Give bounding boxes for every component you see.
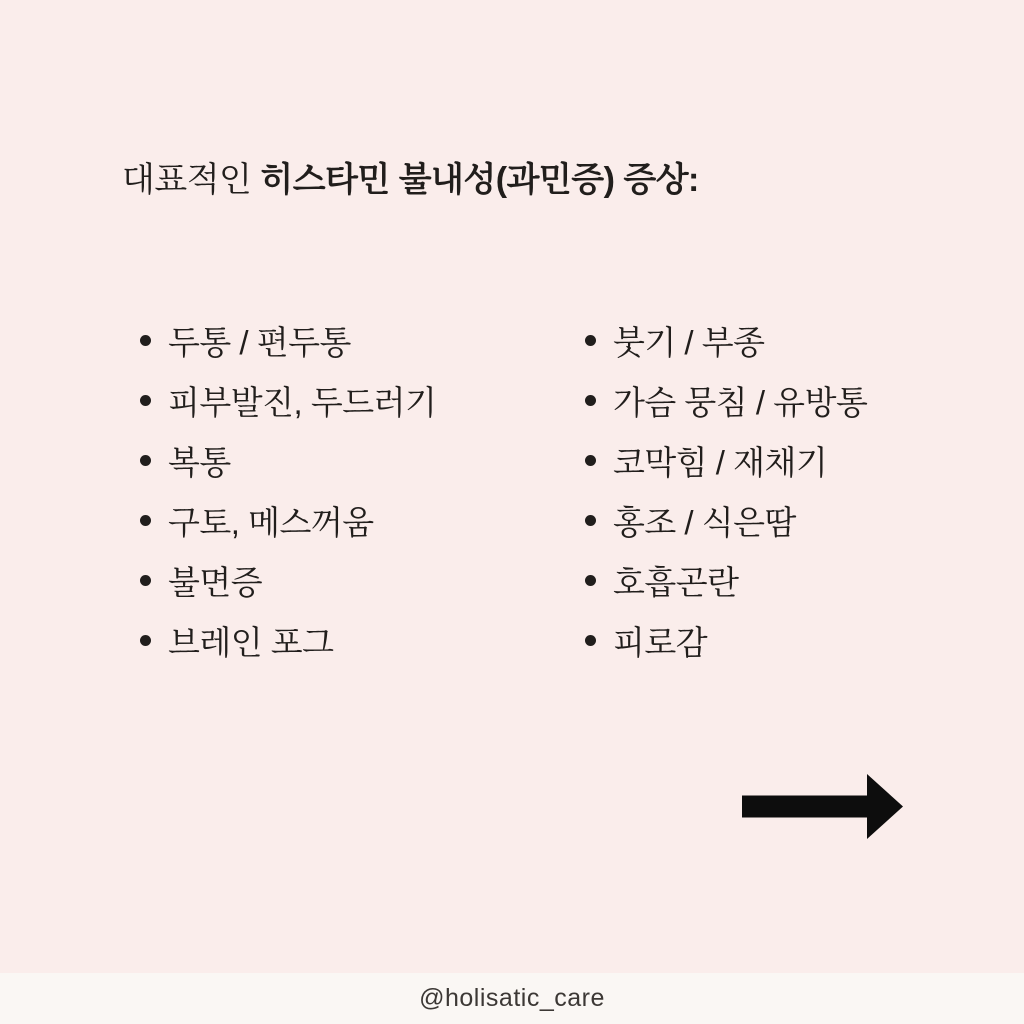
list-item [585, 310, 867, 370]
list-item-label: 복통 [168, 443, 231, 481]
list-item-label: 홍조 / 식은땀 [613, 503, 796, 541]
list-item [140, 430, 436, 490]
arrow-right-icon [742, 772, 905, 841]
bullet-icon [585, 395, 596, 406]
list-item-label: 피부발진, 두드러기 [168, 383, 437, 421]
list-item [140, 310, 436, 370]
list-item [585, 550, 867, 610]
symptom-list-left [140, 310, 436, 670]
list-item [140, 370, 436, 430]
page-title [122, 152, 699, 201]
bullet-icon [140, 455, 151, 466]
list-item-label: 불면증 [168, 563, 263, 601]
bullet-icon [140, 395, 151, 406]
bullet-icon [585, 635, 596, 646]
list-item [585, 370, 867, 430]
list-item-label: 붓기 / 부종 [613, 323, 765, 361]
list-item-label: 두통 / 편두통 [168, 323, 351, 361]
list-item [585, 490, 867, 550]
list-item-label: 피로감 [613, 623, 708, 661]
list-item [585, 430, 867, 490]
bullet-icon [140, 335, 151, 346]
list-item [140, 610, 436, 670]
bullet-icon [140, 635, 151, 646]
bullet-icon [585, 515, 596, 526]
list-item [585, 610, 867, 670]
bullet-icon [585, 335, 596, 346]
account-handle: @holisatic_care [419, 984, 605, 1012]
title-bold: 히스타민 불내성(과민증) 증상: [260, 161, 699, 199]
list-item-label: 호흡곤란 [613, 563, 739, 601]
list-item-label: 가슴 뭉침 / 유방통 [613, 383, 868, 421]
list-item [140, 490, 436, 550]
footer [0, 973, 1024, 1024]
list-item-label: 구토, 메스꺼움 [168, 503, 374, 541]
list-item-label: 코막힘 / 재채기 [613, 443, 828, 481]
symptom-list-right [585, 310, 867, 670]
list-item [140, 550, 436, 610]
bullet-icon [585, 575, 596, 586]
bullet-icon [140, 515, 151, 526]
bullet-icon [585, 455, 596, 466]
title-regular: 대표적인 [122, 161, 252, 199]
bullet-icon [140, 575, 151, 586]
list-item-label: 브레인 포그 [168, 623, 334, 661]
